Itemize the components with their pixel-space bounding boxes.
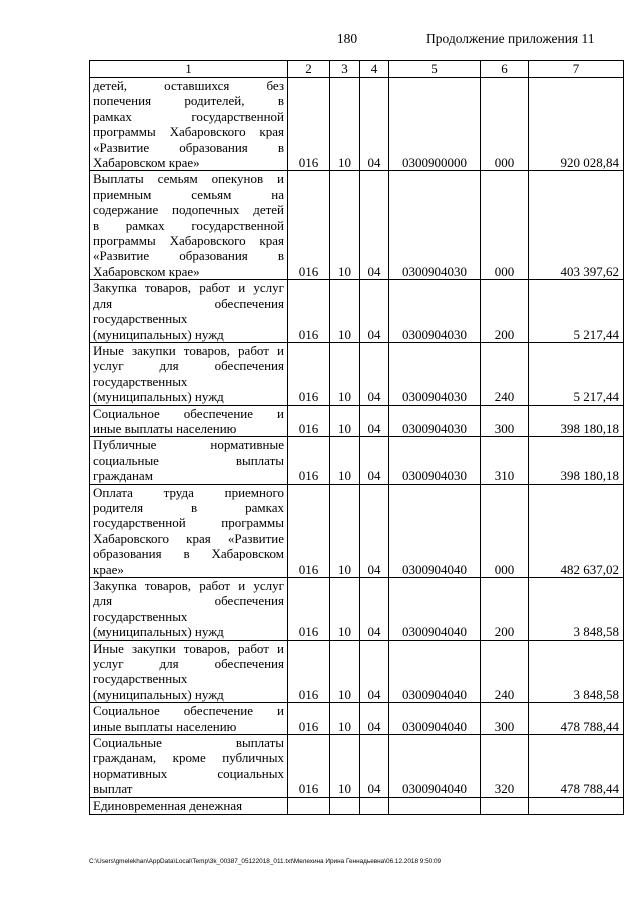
target-article-cell: 0300904030 <box>389 437 481 484</box>
target-article-cell <box>389 797 481 814</box>
row-description <box>90 578 288 641</box>
row-description <box>90 640 288 703</box>
target-article-cell: 0300904040 <box>389 703 481 735</box>
subsection-code-cell <box>360 797 389 814</box>
row-description <box>90 342 288 405</box>
table-row <box>90 640 624 703</box>
amount-cell: 3 848,58 <box>529 640 624 703</box>
section-code-cell: 10 <box>330 484 360 577</box>
description-line: Социальное обеспечение и <box>93 703 284 719</box>
section-code-cell: 10 <box>330 640 360 703</box>
section-code-cell: 10 <box>330 703 360 735</box>
expense-type-cell: 000 <box>481 78 529 171</box>
description-line: содержание подопечных детей <box>93 202 284 218</box>
description-line: Закупка товаров, работ и услуг <box>93 280 284 296</box>
column-header: 1 <box>90 61 288 78</box>
budget-table <box>89 60 624 815</box>
description-line: «Развитие образования в <box>93 139 284 155</box>
description-line: образования в Хабаровском <box>93 546 284 562</box>
column-header: 5 <box>389 61 481 78</box>
target-article-cell: 0300904030 <box>389 405 481 437</box>
subsection-code-cell: 04 <box>360 342 389 405</box>
description-line: Единовременная денежная <box>93 797 243 813</box>
description-line: государственных <box>93 671 188 687</box>
subsection-code-cell: 04 <box>360 484 389 577</box>
description-line: для обеспечения <box>93 593 284 609</box>
row-description <box>90 405 288 437</box>
section-code-cell: 10 <box>330 78 360 171</box>
row-description <box>90 484 288 577</box>
row-description <box>90 171 288 280</box>
column-header: 3 <box>330 61 360 78</box>
description-line: рамках государственной <box>93 108 284 124</box>
target-article-cell: 0300904040 <box>389 640 481 703</box>
admin-code-cell: 016 <box>288 437 330 484</box>
section-code-cell: 10 <box>330 437 360 484</box>
target-article-cell: 0300904040 <box>389 578 481 641</box>
amount-cell: 398 180,18 <box>529 437 624 484</box>
table-row <box>90 703 624 735</box>
table-row <box>90 342 624 405</box>
description-line: Выплаты семьям опекунов и <box>93 171 284 187</box>
file-path-footer: C:\Users\gmelekhan\AppData\Local\Temp\3k_00387_05122018_011.txt\Мелехина Ирина Геннадьевна\06.12.2018 9:50:09 <box>89 858 442 865</box>
table-row <box>90 735 624 798</box>
expense-type-cell: 320 <box>481 735 529 798</box>
description-line: Хабаровском крае» <box>93 155 200 171</box>
description-line: программы Хабаровского края <box>93 233 284 249</box>
subsection-code-cell: 04 <box>360 280 389 343</box>
amount-cell: 3 848,58 <box>529 578 624 641</box>
row-description <box>90 78 288 171</box>
amount-cell: 5 217,44 <box>529 342 624 405</box>
table-row <box>90 797 624 814</box>
description-line: услуг для обеспечения <box>93 656 284 672</box>
description-line: в рамках государственной <box>93 217 284 233</box>
admin-code-cell: 016 <box>288 78 330 171</box>
table-row <box>90 280 624 343</box>
column-header: 7 <box>529 61 624 78</box>
admin-code-cell: 016 <box>288 171 330 280</box>
column-header: 6 <box>481 61 529 78</box>
target-article-cell: 0300900000 <box>389 78 481 171</box>
description-line: Хабаровском крае» <box>93 263 200 279</box>
description-line: Иные закупки товаров, работ и <box>93 342 284 358</box>
description-line: для обеспечения <box>93 295 284 311</box>
expense-type-cell: 240 <box>481 342 529 405</box>
amount-cell: 478 788,44 <box>529 735 624 798</box>
description-line: государственных <box>93 608 188 624</box>
table-row <box>90 405 624 437</box>
description-line: родителя в рамках <box>93 499 284 515</box>
description-line: Социальное обеспечение и <box>93 405 284 421</box>
description-line: государственных <box>93 373 188 389</box>
description-line: детей, оставшихся без <box>93 78 284 93</box>
amount-cell <box>529 797 624 814</box>
section-code-cell: 10 <box>330 342 360 405</box>
description-line: «Развитие образования в <box>93 248 284 264</box>
row-description <box>90 797 288 814</box>
amount-cell: 5 217,44 <box>529 280 624 343</box>
admin-code-cell: 016 <box>288 703 330 735</box>
admin-code-cell: 016 <box>288 735 330 798</box>
section-code-cell: 10 <box>330 405 360 437</box>
table-body <box>90 61 624 815</box>
description-line: Иные закупки товаров, работ и <box>93 640 284 656</box>
section-code-cell: 10 <box>330 735 360 798</box>
description-line: Социальные выплаты <box>93 735 284 751</box>
column-header: 2 <box>288 61 330 78</box>
description-line: попечения родителей, в <box>93 93 284 109</box>
description-line: приемным семьям на <box>93 186 284 202</box>
subsection-code-cell: 04 <box>360 405 389 437</box>
row-description <box>90 735 288 798</box>
amount-cell: 920 028,84 <box>529 78 624 171</box>
description-line: гражданам <box>93 468 153 484</box>
description-line: (муниципальных) нужд <box>93 326 224 342</box>
continuation-label: Продолжение приложения 11 <box>426 31 595 46</box>
description-line: Хабаровского края «Развитие <box>93 530 284 546</box>
subsection-code-cell: 04 <box>360 703 389 735</box>
table-row <box>90 578 624 641</box>
admin-code-cell: 016 <box>288 342 330 405</box>
target-article-cell: 0300904040 <box>389 484 481 577</box>
target-article-cell: 0300904030 <box>389 280 481 343</box>
subsection-code-cell: 04 <box>360 78 389 171</box>
description-line: (муниципальных) нужд <box>93 686 224 702</box>
amount-cell: 398 180,18 <box>529 405 624 437</box>
expense-type-cell: 300 <box>481 703 529 735</box>
description-line: выплат <box>93 781 133 797</box>
description-line: крае» <box>93 561 124 577</box>
expense-type-cell: 240 <box>481 640 529 703</box>
expense-type-cell: 000 <box>481 484 529 577</box>
table-row <box>90 171 624 280</box>
admin-code-cell: 016 <box>288 405 330 437</box>
row-description <box>90 703 288 735</box>
table-row <box>90 484 624 577</box>
section-code-cell: 10 <box>330 171 360 280</box>
subsection-code-cell: 04 <box>360 735 389 798</box>
description-line: Закупка товаров, работ и услуг <box>93 578 284 593</box>
row-description <box>90 280 288 343</box>
description-line: (муниципальных) нужд <box>93 389 224 405</box>
expense-type-cell: 200 <box>481 280 529 343</box>
description-line: иные выплаты населению <box>93 718 237 734</box>
subsection-code-cell: 04 <box>360 171 389 280</box>
admin-code-cell <box>288 797 330 814</box>
section-code-cell: 10 <box>330 280 360 343</box>
admin-code-cell: 016 <box>288 640 330 703</box>
description-line: нормативных социальных <box>93 765 284 781</box>
amount-cell: 403 397,62 <box>529 171 624 280</box>
description-line: иные выплаты населению <box>93 420 237 436</box>
target-article-cell: 0300904030 <box>389 342 481 405</box>
description-line: программы Хабаровского края <box>93 124 284 140</box>
subsection-code-cell: 04 <box>360 437 389 484</box>
column-header: 4 <box>360 61 389 78</box>
admin-code-cell: 016 <box>288 280 330 343</box>
expense-type-cell: 300 <box>481 405 529 437</box>
subsection-code-cell: 04 <box>360 578 389 641</box>
column-header-row <box>90 61 624 78</box>
table-row <box>90 437 624 484</box>
target-article-cell: 0300904030 <box>389 171 481 280</box>
amount-cell: 482 637,02 <box>529 484 624 577</box>
expense-type-cell: 310 <box>481 437 529 484</box>
page-number: 180 <box>336 31 358 46</box>
amount-cell: 478 788,44 <box>529 703 624 735</box>
target-article-cell: 0300904040 <box>389 735 481 798</box>
description-line: Публичные нормативные <box>93 437 284 453</box>
admin-code-cell: 016 <box>288 484 330 577</box>
row-description <box>90 437 288 484</box>
description-line: гражданам, кроме публичных <box>93 750 284 766</box>
description-line: (муниципальных) нужд <box>93 624 224 640</box>
subsection-code-cell: 04 <box>360 640 389 703</box>
description-line: услуг для обеспечения <box>93 358 284 374</box>
description-line: социальные выплаты <box>93 452 284 468</box>
admin-code-cell: 016 <box>288 578 330 641</box>
table-row <box>90 78 624 171</box>
section-code-cell: 10 <box>330 578 360 641</box>
description-line: Оплата труда приемного <box>93 484 284 500</box>
expense-type-cell <box>481 797 529 814</box>
description-line: государственных <box>93 311 188 327</box>
expense-type-cell: 200 <box>481 578 529 641</box>
expense-type-cell: 000 <box>481 171 529 280</box>
description-line: государственной программы <box>93 515 284 531</box>
section-code-cell <box>330 797 360 814</box>
